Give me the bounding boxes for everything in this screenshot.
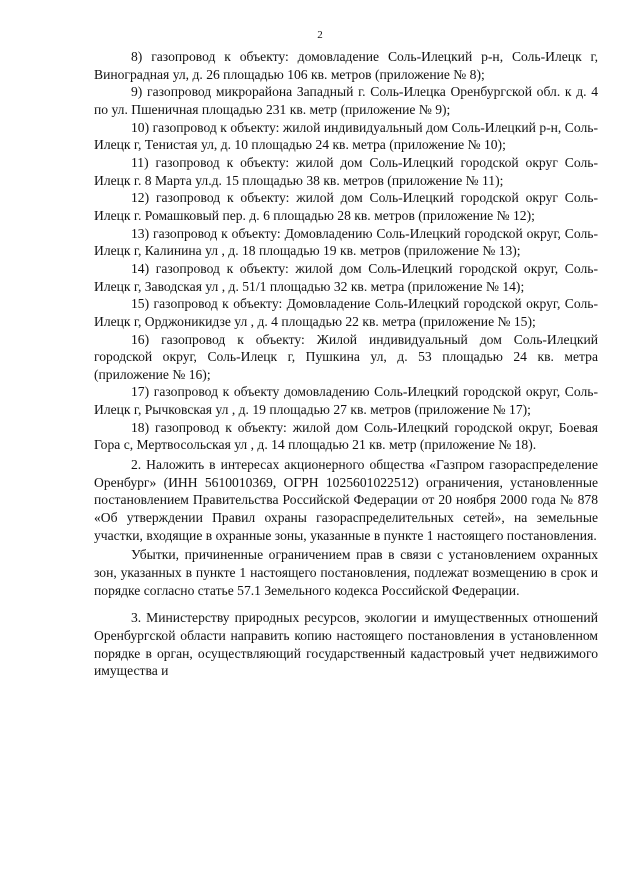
list-item-11: 11) газопровод к объекту: жилой дом Соль-Илецкий городской округ Соль-Илецк г. 8 Марта ул.д. 15 площадью 38 кв. метров (приложение № 11);	[94, 154, 598, 188]
list-item-8: 8) газопровод к объекту: домовладение Соль-Илецкий р-н, Соль-Илецк г, Виноградная ул, д. 26 площадью 106 кв. метров (приложение № 8);	[94, 49, 598, 82]
list-item-14: 14) газопровод к объекту: жилой дом Соль-Илецкий городской округ, Соль-Илецк г, Заводская ул , д. 51/1 площадью 32 кв. метра (приложение № 14);	[94, 260, 598, 294]
list-item-18: 18) газопровод к объекту: жилой дом Соль-Илецкий городской округ, Боевая Гора с, Мертвосольская ул , д. 14 площадью 21 кв. метр (приложение № 18).	[94, 419, 598, 453]
clause-2: 2. Наложить в интересах акционерного общества «Газпром газораспределение Оренбург» (ИНН 5610010369, ОГРН 1025601022512) ограничения, установленные постановлением Правительства Российской Федерации от 20 ноября 2000 года № 878 «Об утверждении Правил охраны газораспределительных сетей», на земельные участки, входящие в охранные зоны, указанные в пункте 1 настоящего постановления.	[94, 457, 598, 543]
list-item-13: 13) газопровод к объекту: Домовладению Соль-Илецкий городской округ, Соль-Илецк г, Калинина ул , д. 18 площадью 19 кв. метров (приложение № 13);	[94, 225, 598, 259]
document-body	[94, 48, 598, 680]
list-item-16: 16) газопровод к объекту: Жилой индивидуальный дом Соль-Илецкий городской округ, Соль-Илецк г, Пушкина ул, д. 53 площадью 24 кв. метра (приложение № 16);	[94, 331, 598, 382]
list-item-17: 17) газопровод к объекту домовладению Соль-Илецкий городской округ, Соль-Илецк г, Рычковская ул , д. 19 площадью 27 кв. метров (приложение № 17);	[94, 384, 598, 418]
clause-3: 3. Министерству природных ресурсов, экологии и имущественных отношений Оренбургской области направить копию настоящего постановления в установленном порядке в орган, осуществляющий государственный кадастровый учет недвижимого имущества и	[94, 610, 598, 679]
list-item-9: 9) газопровод микрорайона Западный г. Соль-Илецка Оренбургской обл. к д. 4 по ул. Пшеничная площадью 231 кв. метр (приложение № 9);	[94, 84, 598, 117]
list-item-15: 15) газопровод к объекту: Домовладение Соль-Илецкий городской округ, Соль-Илецк г, Орджоникидзе ул , д. 4 площадью 22 кв. метра (приложение № 15);	[94, 296, 598, 329]
list-item-10: 10) газопровод к объекту: жилой индивидуальный дом Соль-Илецкий р-н, Соль-Илецк г, Тенистая ул, д. 10 площадью 24 кв. метра (приложение № 10);	[94, 119, 598, 153]
list-item-12: 12) газопровод к объекту: жилой дом Соль-Илецкий городской округ Соль-Илецк г. Ромашковый пер. д. 6 площадью 28 кв. метров (приложение № 12);	[94, 190, 598, 223]
clause-2-losses: Убытки, причиненные ограничением прав в связи с установлением охранных зон, указанных в пункте 1 настоящего постановления, подлежат возмещению в срок и порядке согласно статье 57.1 Земельного кодекса Российской Федерации.	[94, 547, 598, 598]
page-number: 2	[317, 29, 323, 41]
